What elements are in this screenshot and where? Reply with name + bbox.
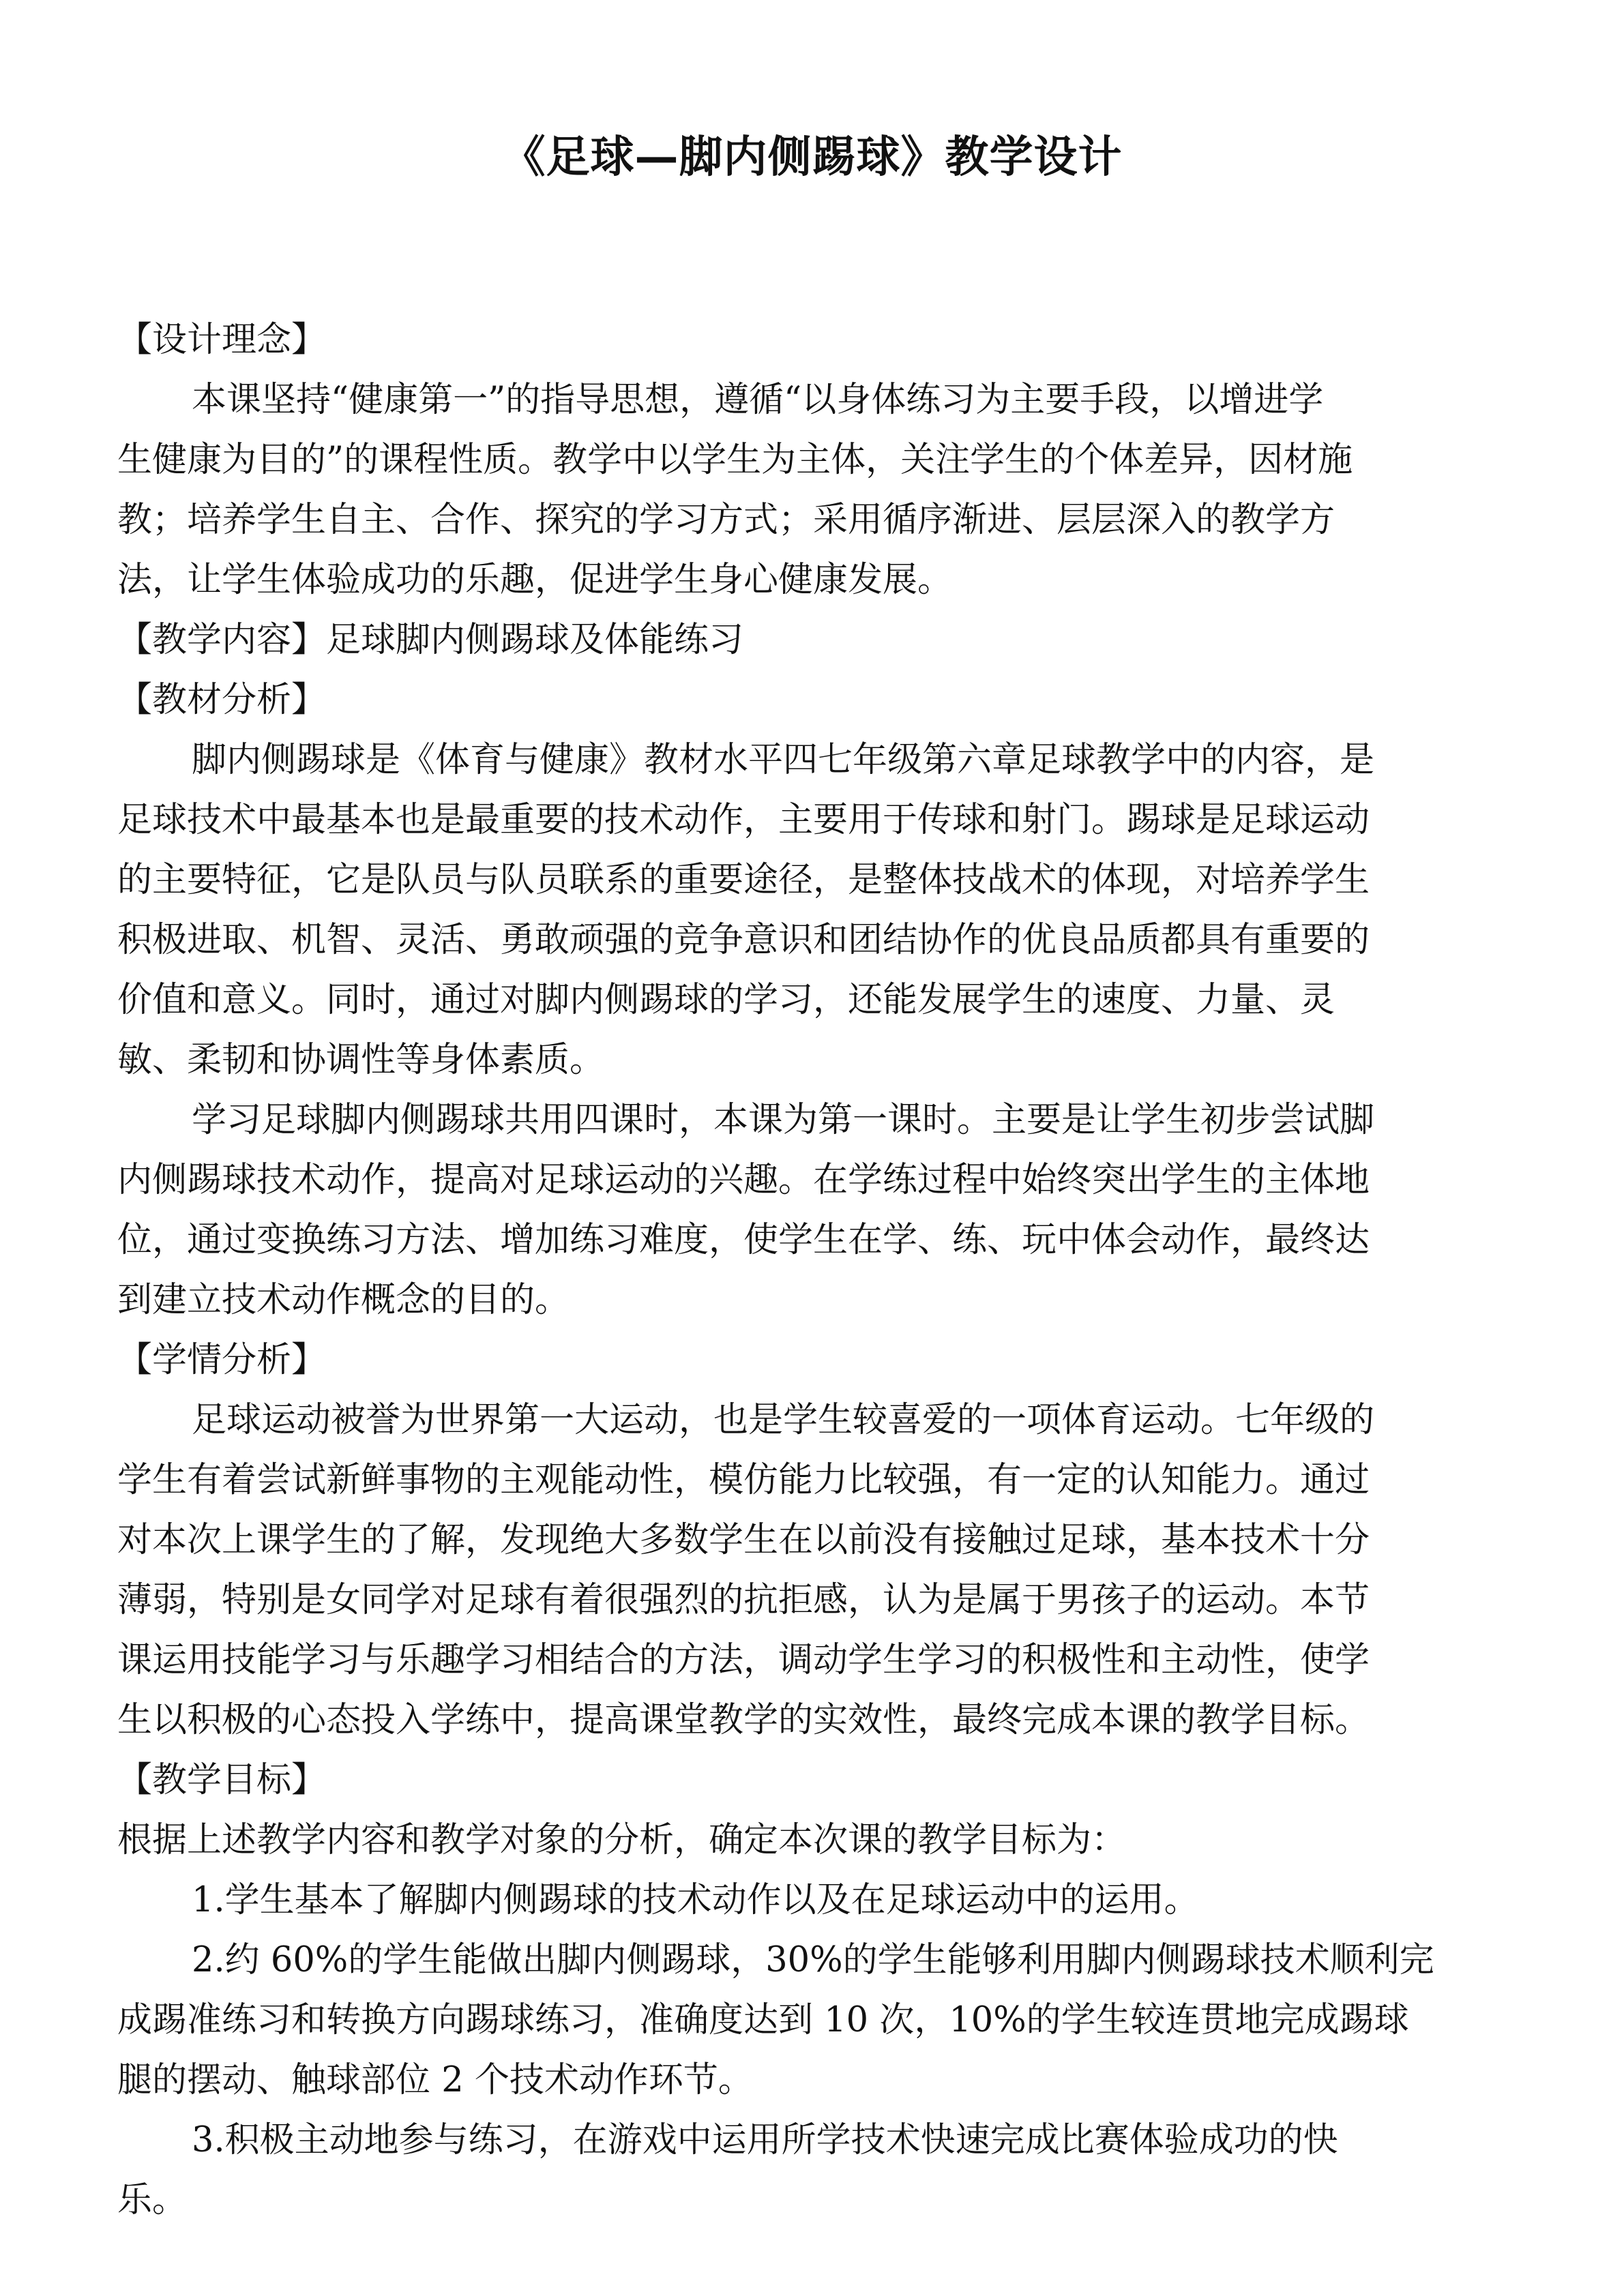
objective-item-continued: 腿的摆动、触球部位 2 个技术动作环节。 xyxy=(117,2060,753,2100)
paragraph-line: 价值和意义。同时，通过对脚内侧踢球的学习，还能发展学生的速度、力量、灵 xyxy=(117,980,1335,1020)
paragraph-line: 教；培养学生自主、合作、探究的学习方式；采用循序渐进、层层深入的教学方 xyxy=(117,500,1335,540)
paragraph-line: 对本次上课学生的了解，发现绝大多数学生在以前没有接触过足球，基本技术十分 xyxy=(117,1520,1370,1560)
heading-material-analysis: 【教材分析】 xyxy=(117,680,327,720)
objective-item-continued: 成踢准练习和转换方向踢球练习，准确度达到 10 次，10%的学生较连贯地完成踢球 xyxy=(117,2000,1409,2040)
heading-learner-analysis: 【学情分析】 xyxy=(117,1340,327,1380)
objective-item-continued: 乐。 xyxy=(117,2180,188,2220)
paragraph-line: 生以积极的心态投入学练中，提高课堂教学的实效性，最终完成本课的教学目标。 xyxy=(117,1700,1370,1740)
paragraph-line: 位，通过变换练习方法、增加练习难度，使学生在学、练、玩中体会动作，最终达 xyxy=(117,1220,1370,1260)
paragraph-line: 本课坚持“健康第一”的指导思想，遵循“以身体练习为主要手段，以增进学 xyxy=(192,380,1324,420)
paragraph-line: 脚内侧踢球是《体育与健康》教材水平四七年级第六章足球教学中的内容，是 xyxy=(192,740,1375,780)
paragraph-line: 内侧踢球技术动作，提高对足球运动的兴趣。在学练过程中始终突出学生的主体地 xyxy=(117,1160,1370,1200)
paragraph-line: 到建立技术动作概念的目的。 xyxy=(117,1280,570,1320)
paragraph-line: 足球技术中最基本也是最重要的技术动作，主要用于传球和射门。踢球是足球运动 xyxy=(117,800,1370,840)
paragraph-line: 积极进取、机智、灵活、勇敢顽强的竞争意识和团结协作的优良品质都具有重要的 xyxy=(117,920,1370,960)
heading-design-concept: 【设计理念】 xyxy=(117,320,327,360)
paragraph-line: 生健康为目的”的课程性质。教学中以学生为主体，关注学生的个体差异，因材施 xyxy=(117,440,1353,480)
paragraph-line: 薄弱，特别是女同学对足球有着很强烈的抗拒感，认为是属于男孩子的运动。本节 xyxy=(117,1580,1370,1620)
objective-item: 1.学生基本了解脚内侧踢球的技术动作以及在足球运动中的运用。 xyxy=(192,1880,1199,1920)
paragraph-line: 足球运动被誉为世界第一大运动，也是学生较喜爱的一项体育运动。七年级的 xyxy=(192,1400,1375,1440)
document-title: 《足球—脚内侧踢球》教学设计 xyxy=(501,132,1123,183)
document-body xyxy=(117,310,1509,2231)
objective-item: 2.约 60%的学生能做出脚内侧踢球，30%的学生能够利用脚内侧踢球技术顺利完 xyxy=(192,1940,1434,1980)
paragraph-line: 学习足球脚内侧踢球共用四课时，本课为第一课时。主要是让学生初步尝试脚 xyxy=(192,1100,1375,1140)
paragraph-line: 敏、柔韧和协调性等身体素质。 xyxy=(117,1040,605,1080)
paragraph-line: 学生有着尝试新鲜事物的主观能动性，模仿能力比较强，有一定的认知能力。通过 xyxy=(117,1460,1370,1500)
heading-teaching-content: 【教学内容】足球脚内侧踢球及体能练习 xyxy=(117,620,744,660)
paragraph-line: 法，让学生体验成功的乐趣，促进学生身心健康发展。 xyxy=(117,560,953,600)
paragraph-line: 课运用技能学习与乐趣学习相结合的方法，调动学生学习的积极性和主动性，使学 xyxy=(117,1640,1370,1680)
heading-teaching-objectives: 【教学目标】 xyxy=(117,1760,327,1800)
paragraph-line: 根据上述教学内容和教学对象的分析，确定本次课的教学目标为： xyxy=(117,1820,1127,1860)
paragraph-line: 的主要特征，它是队员与队员联系的重要途径，是整体技战术的体现，对培养学生 xyxy=(117,860,1370,900)
objective-item: 3.积极主动地参与练习，在游戏中运用所学技术快速完成比赛体验成功的快 xyxy=(192,2120,1338,2160)
